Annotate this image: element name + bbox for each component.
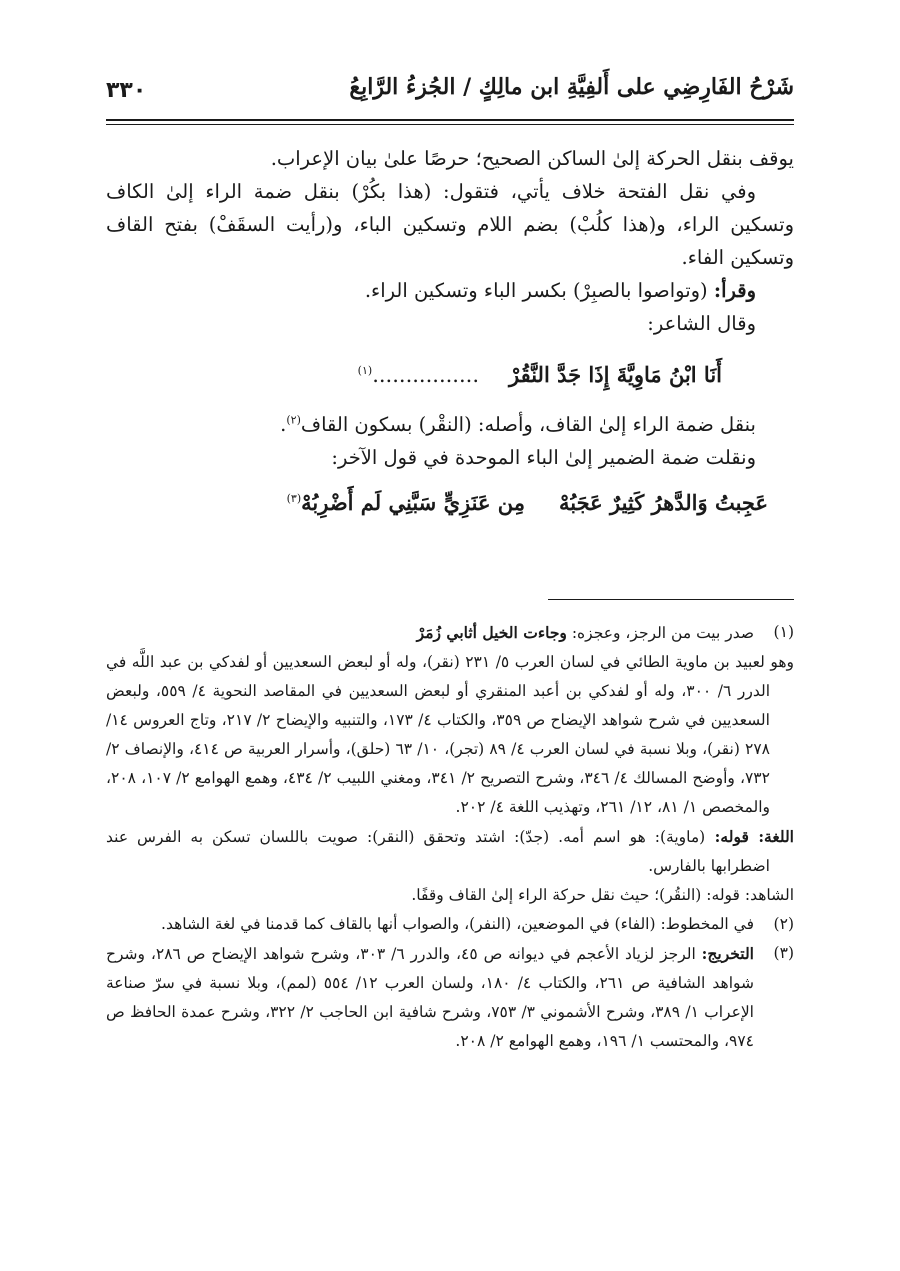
paragraph-naql (106, 408, 794, 441)
footnote-1-intro: صدر بيت من الرجز، وعجزه: (566, 624, 754, 642)
naql-end: . (280, 413, 287, 436)
verse-1-text: أَنَا ابْنُ مَاوِيَّةَ إِذَا جَدَّ النَّقُرْ (509, 362, 722, 387)
footnote-ref-1[interactable]: (١) (357, 364, 373, 377)
footnote-1-lugha-label: اللغة: قوله: (705, 827, 794, 846)
footnote-3-label: التخريج: (701, 944, 754, 963)
qira-text: (وتواصوا بالصبِرْ) بكسر الباء وتسكين الراء. (364, 279, 714, 302)
footnote-separator (548, 599, 794, 600)
paragraph-qira (106, 274, 794, 307)
footnote-1-body (106, 648, 794, 822)
text-line-1: يوقف بنقل الحركة إلىٰ الساكن الصحيح؛ حرصًا علىٰ بيان الإعراب. (270, 147, 794, 170)
footnote-1-lugha (106, 822, 794, 881)
verse-1-dots: ................ (372, 363, 479, 387)
paragraph-damir: ونقلت ضمة الضمير إلىٰ الباء الموحدة في قول الآخر: (331, 446, 756, 469)
footnote-1-number: (١) (773, 623, 794, 641)
naql-text: بنقل ضمة الراء إلىٰ القاف، وأصله: (النقْر) بسكون القاف (300, 413, 756, 436)
footnote-2-number: (٢) (773, 915, 794, 933)
qira-lead: وقرأ: (713, 279, 756, 302)
running-title: شَرْحُ الفَارِضِي على أَلفِيَّةِ ابن مالِكٍ / الجُزءُ الرَّابِعُ (349, 74, 794, 100)
footnote-2-text: في المخطوط: (الفاء) في الموضعين، (النفر)، والصواب أنها بالقاف كما قدمنا في لغة الشاهد. (161, 915, 754, 933)
footnote-1-lugha-body: (ماوية): هو اسم أمه. (جدّ): اشتد وتحقق (النقر): صويت باللسان تسكن به الفرس عند اضطرابها بالفارس. (106, 828, 770, 875)
main-text (106, 142, 794, 536)
verse-2-hemistich-1: عَجِبتُ وَالدَّهرُ كَثِيرٌ عَجَبُهْ (559, 490, 768, 515)
footnote-3-number: (٣) (773, 944, 794, 962)
header-rule-thin (106, 124, 794, 125)
paragraph-nasb: وفي نقل الفتحة خلاف يأتي، فتقول: (هذا بكُرْ) بنقل ضمة الراء إلىٰ الكاف وتسكين الراء، و(هذا كلُبْ) بضم اللام وتسكين الباء، و(رأيت السقَفْ) بفتح القاف وتسكين الفاء. (106, 180, 794, 269)
footnote-1-ajz: وجاءت الخيل أثابي زُمَرْ (416, 623, 567, 642)
footnote-3-body: الرجز لزياد الأعجم في ديوانه ص ٤٥، والدرر ٦/ ٣٠٣، وشرح شواهد الإيضاح ص ٢٨٦، وشرح شواهد الشافية ص ٢٦١، والكتاب ٤/ ١٨٠، ولسان العرب ١٢/ ٥٥٤ (لمم)، وبلا نسبة في سرّ صناعة الإعراب ١/ ٣٨٩، وشرح الأشموني ٣/ ٧٥٣، وشرح شافية ابن الحاجب ٢/ ٣٢٢، وشرح عمدة الحافظ ص ٩٧٤، والمحتسب ١/ ١٩٦، وهمع الهوامع ٢/ ٢٠٨. (106, 945, 754, 1050)
footnote-1-line1 (106, 618, 754, 648)
page-number: ٣٣٠ (106, 78, 147, 103)
footnote-3-text (106, 939, 754, 1056)
header-rule-thick (106, 119, 794, 121)
verse-2-hemistich-2: مِن عَنَزِيٍّ سَبَّنِي لَم أَضْرِبُهْ (301, 490, 526, 515)
footnote-1-shahid (106, 881, 794, 910)
page-header (106, 72, 794, 116)
footnotes (106, 618, 794, 1056)
footnote-1 (106, 618, 794, 648)
footnote-1-shahid-body: (النقُر)؛ حيث نقل حركة الراء إلىٰ القاف وقفًا. (411, 886, 702, 904)
footnote-1-takhrij: وهو لعبيد بن ماوية الطائي في لسان العرب ٥/ ٢٣١ (نقر)، وله أو لبعض السعديين أو لفدكي بن عبد اللَّه في الدرر ٦/ ٣٠٠، وله أو لفدكي بن أعبد المنقري أو لبعض السعديين في المقاصد النحوية ٤/ ٥٥٩، ولبعض السعديين في شرح شواهد الإيضاح ص ٣٥٩، والكتاب ٤/ ١٧٣، والتنبيه والإيضاح ٢/ ٢١٧، وتاج العروس ١٤/ ٢٧٨ (نقر)، وبلا نسبة في لسان العرب ٤/ ٨٩ (تجر)، ١٠/ ٦٣ (حلق)، وأسرار العربية ص ٤١٤، والإنصاف ٢/ ٧٣٢، وأوضح المسالك ٤/ ٣٤٦، وشرح التصريح ٢/ ٣٤١، ومغني اللبيب ٢/ ٤٣٤، وهمع الهوامع ٢/ ١٠٧، ٢٠٨، والمخصص ١/ ٨١، ١٢/ ٢٦١، وتهذيب اللغة ٤/ ٢٠٢. (106, 653, 794, 816)
footnote-3 (106, 939, 794, 1056)
footnote-1-shahid-label: الشاهد: قوله: (701, 886, 794, 904)
paragraph-shaer: وقال الشاعر: (647, 312, 756, 335)
footnote-2 (106, 910, 794, 939)
verse-1 (106, 352, 794, 398)
verse-2 (106, 480, 794, 526)
footnote-ref-3[interactable]: (٣) (286, 492, 302, 505)
footnote-ref-2[interactable]: (٢) (286, 413, 301, 427)
